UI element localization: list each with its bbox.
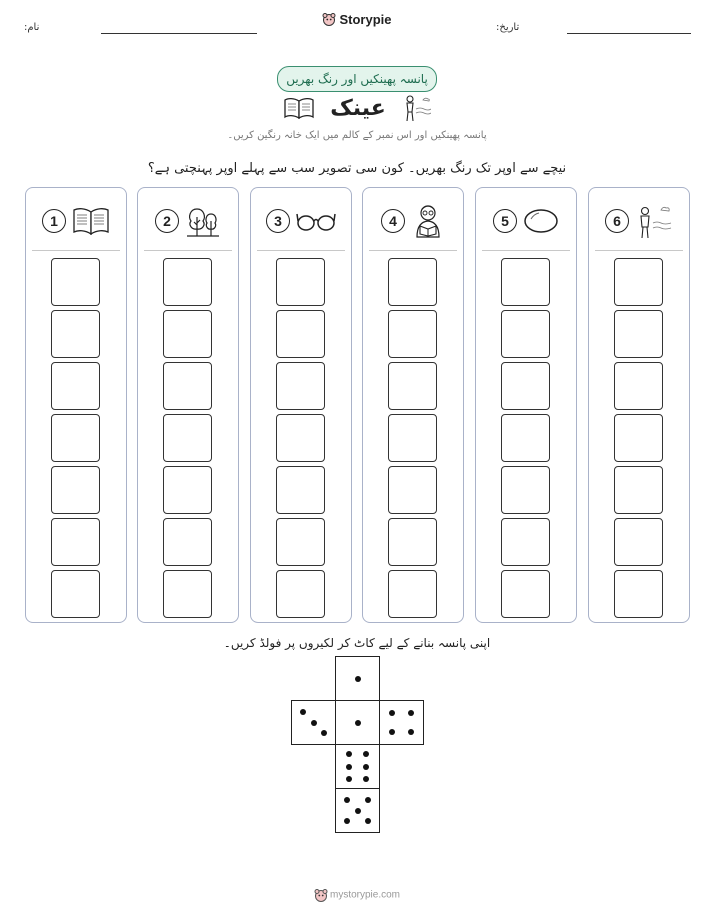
storypie-logo-icon bbox=[314, 888, 328, 902]
color-box[interactable] bbox=[276, 258, 325, 306]
die-pip bbox=[355, 676, 361, 682]
color-box[interactable] bbox=[388, 518, 437, 566]
die-pip bbox=[363, 751, 369, 757]
person-at-sea-icon bbox=[635, 203, 673, 239]
die-pip bbox=[311, 720, 317, 726]
brand-name: Storypie bbox=[339, 12, 392, 27]
die-face-1 bbox=[335, 656, 380, 701]
die-pip bbox=[344, 818, 350, 824]
color-box[interactable] bbox=[51, 466, 100, 514]
column-number: 3 bbox=[266, 209, 290, 233]
name-label: نام: bbox=[24, 22, 40, 33]
die-face-4 bbox=[379, 700, 424, 745]
die-face-1b bbox=[335, 700, 380, 745]
color-box[interactable] bbox=[501, 310, 550, 358]
color-box[interactable] bbox=[276, 570, 325, 618]
book-icon bbox=[283, 97, 315, 119]
lens-icon bbox=[523, 208, 559, 234]
grandma-reading-icon bbox=[411, 204, 445, 238]
color-box[interactable] bbox=[388, 310, 437, 358]
column-number: 1 bbox=[42, 209, 66, 233]
color-box[interactable] bbox=[163, 258, 212, 306]
color-box[interactable] bbox=[276, 466, 325, 514]
die-pip bbox=[321, 730, 327, 736]
color-box[interactable] bbox=[276, 414, 325, 462]
color-box[interactable] bbox=[51, 570, 100, 618]
color-box[interactable] bbox=[163, 570, 212, 618]
die-pip bbox=[355, 720, 361, 726]
color-box[interactable] bbox=[614, 466, 663, 514]
color-box[interactable] bbox=[163, 414, 212, 462]
die-pip bbox=[363, 776, 369, 782]
book-icon bbox=[72, 207, 110, 235]
die-pip bbox=[408, 729, 414, 735]
color-box[interactable] bbox=[51, 310, 100, 358]
color-box[interactable] bbox=[51, 258, 100, 306]
title-word: عینک bbox=[330, 95, 386, 121]
color-box[interactable] bbox=[501, 518, 550, 566]
column-1 bbox=[25, 187, 127, 623]
die-pip bbox=[365, 797, 371, 803]
person-at-sea-icon bbox=[401, 94, 431, 122]
title-row bbox=[0, 94, 714, 122]
fold-instruction: اپنی پانسہ بنانے کے لیے کاٹ کر لکیروں پر فولڈ کریں۔ bbox=[223, 636, 491, 650]
color-box[interactable] bbox=[276, 310, 325, 358]
brand-header bbox=[0, 12, 714, 29]
name-field-line[interactable] bbox=[101, 33, 257, 34]
die-pip bbox=[344, 797, 350, 803]
color-box[interactable] bbox=[276, 518, 325, 566]
die-pip bbox=[389, 710, 395, 716]
color-box[interactable] bbox=[388, 362, 437, 410]
die-pip bbox=[300, 709, 306, 715]
column-3 bbox=[250, 187, 352, 623]
column-number: 4 bbox=[381, 209, 405, 233]
question: نیچے سے اوپر تک رنگ بھریں۔ کون سی تصویر سب سے پہلے اوپر پہنچتی ہے؟ bbox=[147, 161, 567, 176]
trees-icon bbox=[185, 205, 221, 237]
color-box[interactable] bbox=[501, 362, 550, 410]
color-box[interactable] bbox=[276, 362, 325, 410]
column-2 bbox=[137, 187, 239, 623]
die-pip bbox=[346, 751, 352, 757]
date-field-line[interactable] bbox=[567, 33, 691, 34]
color-box[interactable] bbox=[163, 362, 212, 410]
color-box[interactable] bbox=[388, 414, 437, 462]
column-number: 2 bbox=[155, 209, 179, 233]
die-pip bbox=[355, 808, 361, 814]
color-box[interactable] bbox=[51, 518, 100, 566]
subtitle: پانسہ پھینکیں اور اس نمبر کے کالم میں ایک خانہ رنگین کریں۔ bbox=[227, 130, 487, 141]
die-pip bbox=[363, 764, 369, 770]
color-box[interactable] bbox=[501, 466, 550, 514]
die-pip bbox=[346, 764, 352, 770]
color-box[interactable] bbox=[163, 466, 212, 514]
color-box[interactable] bbox=[614, 258, 663, 306]
glasses-icon bbox=[296, 210, 336, 232]
die-pip bbox=[389, 729, 395, 735]
color-box[interactable] bbox=[501, 414, 550, 462]
color-box[interactable] bbox=[388, 466, 437, 514]
color-box[interactable] bbox=[163, 518, 212, 566]
column-6 bbox=[588, 187, 690, 623]
die-face-3 bbox=[291, 700, 336, 745]
color-box[interactable] bbox=[501, 258, 550, 306]
storypie-logo-icon bbox=[322, 12, 336, 29]
color-box[interactable] bbox=[388, 570, 437, 618]
color-box[interactable] bbox=[163, 310, 212, 358]
color-box[interactable] bbox=[51, 414, 100, 462]
color-box[interactable] bbox=[388, 258, 437, 306]
footer-url: mystorypie.com bbox=[329, 889, 400, 901]
color-box[interactable] bbox=[614, 310, 663, 358]
column-4 bbox=[362, 187, 464, 623]
column-number: 6 bbox=[605, 209, 629, 233]
footer bbox=[0, 888, 714, 902]
die-pip bbox=[365, 818, 371, 824]
activity-badge: پانسہ پھینکیں اور رنگ بھریں bbox=[277, 66, 437, 92]
color-box[interactable] bbox=[614, 570, 663, 618]
die-face-5 bbox=[335, 788, 380, 833]
color-box[interactable] bbox=[614, 362, 663, 410]
color-box[interactable] bbox=[501, 570, 550, 618]
color-box[interactable] bbox=[51, 362, 100, 410]
color-box[interactable] bbox=[614, 518, 663, 566]
die-face-6 bbox=[335, 744, 380, 789]
die-pip bbox=[346, 776, 352, 782]
color-box[interactable] bbox=[614, 414, 663, 462]
column-5 bbox=[475, 187, 577, 623]
die-pip bbox=[408, 710, 414, 716]
column-number: 5 bbox=[493, 209, 517, 233]
date-label: تاریخ: bbox=[496, 22, 520, 33]
